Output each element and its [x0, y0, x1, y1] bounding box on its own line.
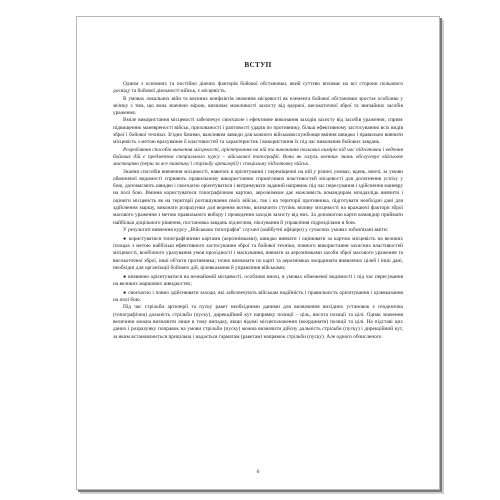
paragraph: Під час стрільби артилерії та пуску ракет необхідними даними для визначення вихідних установок є геодезична (топографічна) дальність стрільби (пуску), дирекційний кут напрямку позиції – ціль, висота позиції та цілі. Однак значення величини можна визначити лише в тому випадку, якщо відомі місцеположення (координати) позиції та цілі. На підставі цих даних і розрахунку поправок на умови стрільби (пуску) можна визначити дійсну дальність стрільби (пуску) і дирекційний кут, за яким встановлюється прицільна і надається гарматам (ракетам) напрямок стрільби (пуску). Але одного обчисленого — [113, 304, 403, 340]
bullet-item: ● впевнено орієнтуватися на незнайомій місцевості, особливо вночі, в умовах обмеженої видимості і під час пересування на великих маршових швидкостях; — [113, 273, 403, 288]
paragraph-italic: Розробляння способів вивчення місцевості, орієнтування на ній та виконання польових вимірів під час підготовки і ведення бойових дій є предметом спеціального курсу – військової топографії. Вона як галузь воєнних знань обслуговує військове мистецтво (перш за все тактику і стрільбу артилерії) і спеціальну підготовку військ. — [113, 146, 403, 168]
page-title: ВСТУП — [244, 61, 272, 69]
paragraph: В умовах локальних війн та воєнних конфліктів значення місцевості як елемента бойової обстановки зростає особливо у зв'язку з тим, що вона значною мірою, визначає можливості захисту від ядерної, високоточної зброї та звичайних засобів ураження. — [113, 95, 403, 117]
paragraph: Знання способів вивчення місцевості, навичок в орієнтуванні і переміщенні на ній у різних умовах, вдень, вночі, за умови обмеженої видимості сприяють правильному використанню сприятливих властивостей місцевості для досягнення успіху у бою, допомагають швидко і своєчасно орієнтуватися і витримувати заданий напрямок під час пересування і здійснення маневру на полі бою. Вміння користуватися топографічною картою, аерознімком дає можливість командирам мподазлідь вивчити і оцінити місцевість як на території розташування своїх військ, так і на території противника, підготувати необхідні дані для здійснення маршу, виконати розрахунки для ведення вогню, визначити ступінь впливу місцевості на вражаючі фактори зброї масового ураження з метою правильного вибору і проведення заходів захисту від них. За допомогою карти командир приймати найбільш доцільного рішення, постановка завдань підлеглим, піклування й управління підрозділами в бою. — [113, 168, 403, 226]
page-number: 6 — [256, 469, 260, 475]
paragraph: Вміле використання місцевості забезпечує своєчасне і ефективне виконання заходів захисту від засобів ураження, сприяє підвищенню маневреності військ, прихованості і раптовості ударів по противнику, більш ефективному застосуванню всіх видів зброї і бойової техніки. Згідно бачимо, важливим завжди для кожного військовослужбовця вміння швидко і правильно вивчити місцевість з метою врахування її властивостей та характеристик і використання їх під час виконання бойових завдань. — [113, 117, 403, 146]
document-page — [76, 16, 440, 490]
paragraph: Одним з основних та постійно діючих факторів бойової обстановки, який суттєво впливає на всі сторони польового досвіду та бойової діяльності військ, є місцевість. — [113, 81, 403, 95]
page-content — [113, 81, 403, 341]
paragraph: У результаті вивчення курсу „Військова топографія" слухачі (майбутні офіцери) у сучасних умовах зобов'язані вміти: — [123, 226, 389, 233]
bullet-item: ● своєчасно і повно здійснювати заходи, які забезпечують військам надійність і правильність орієнтування і цілевказання на полі бою. — [113, 289, 403, 304]
bullet-item: ● користуватися топографічними картами (аерознімками), швидко вивчати і оцінювати за картою місцевість на великих площах з метою найбільш ефективного застосування зброї та бойової техніки, повного використання захисних властивостей місцевості, вообічного урахування умов прохідності і маскування, вивчати за аерознімками засоби зброї масового ураження та високоточної зброї, інші об'єкти противника; точно визначати по карті та аерознімках координати виявлених цілей і інші дані, необхідні для організації бойових дій, цілевказання й управління військами; — [113, 235, 403, 271]
